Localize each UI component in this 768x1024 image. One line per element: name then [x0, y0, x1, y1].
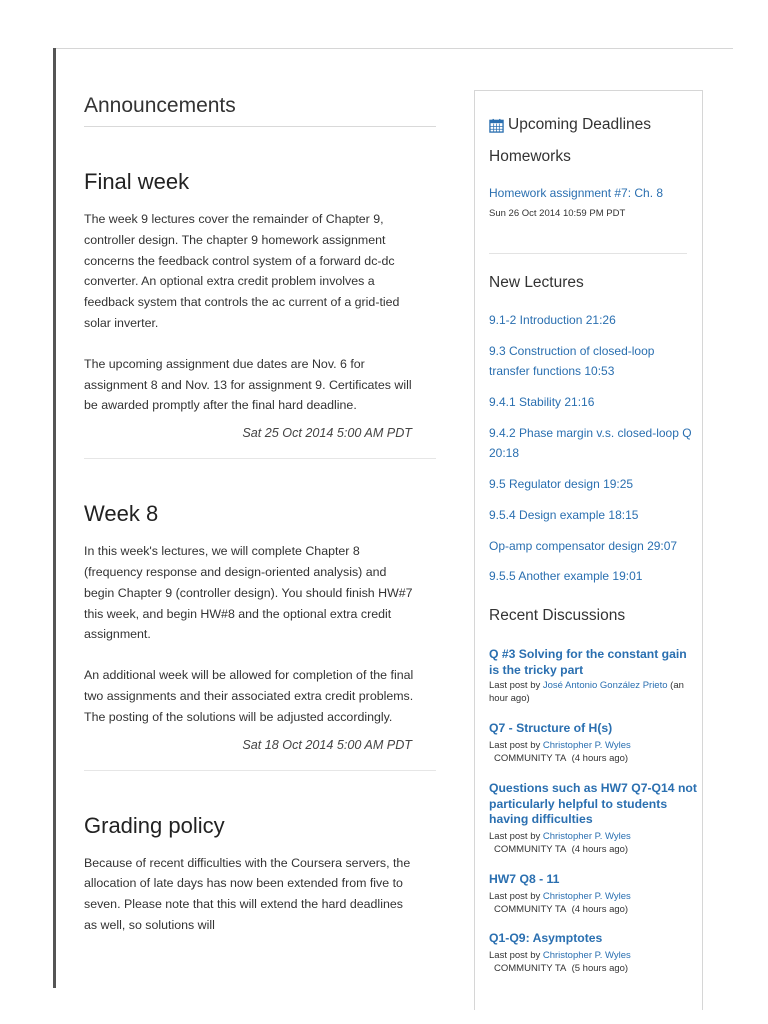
- post-date: Sat 18 Oct 2014 5:00 AM PDT: [242, 737, 412, 752]
- role-badge: COMMUNITY TA: [494, 903, 567, 915]
- discussion-meta: [489, 831, 699, 856]
- role-badge: COMMUNITY TA: [494, 843, 567, 855]
- discussion-meta: [489, 891, 699, 916]
- lecture-link[interactable]: 9.3 Construction of closed-loop transfer functions 10:53: [489, 344, 655, 378]
- announcement-post: [84, 169, 436, 459]
- author-link[interactable]: José Antonio González Prieto: [542, 680, 668, 691]
- lecture-link[interactable]: 9.5.4 Design example 18:15: [489, 508, 639, 522]
- lecture-link[interactable]: 9.4.2 Phase margin v.s. closed-loop Q 20:18: [489, 426, 692, 460]
- upcoming-deadlines-heading: [489, 116, 651, 134]
- last-post-label: Last post by: [489, 950, 541, 961]
- lecture-link[interactable]: 9.5.5 Another example 19:01: [489, 569, 643, 583]
- top-divider: [55, 48, 733, 49]
- homework-link[interactable]: Homework assignment #7: Ch. 8: [489, 186, 664, 200]
- sidebar: [474, 90, 703, 1010]
- author-link[interactable]: Christopher P. Wyles: [542, 831, 631, 842]
- post-paragraph: The upcoming assignment due dates are Nov. 6 for assignment 8 and Nov. 13 for assignment 9. Certificates will be awarded promptly after the final hard deadline.: [84, 356, 412, 413]
- post-title: Final week: [84, 169, 190, 194]
- left-border: [53, 48, 56, 988]
- post-paragraph: The week 9 lectures cover the remainder of Chapter 9, controller design. The chapter 9 homework assignment concerns the feedback control system of a forward dc-dc converter. An optional extra credit problem involves a feedback system that controls the ac current of a grid-tied solar inverter.: [84, 212, 400, 330]
- author-link[interactable]: Christopher P. Wyles: [542, 740, 631, 751]
- post-time: (4 hours ago): [571, 752, 629, 764]
- deadlines-title: Upcoming Deadlines: [508, 116, 652, 133]
- author-link[interactable]: Christopher P. Wyles: [542, 950, 631, 961]
- post-date: Sat 25 Oct 2014 5:00 AM PDT: [242, 426, 412, 441]
- role-badge: COMMUNITY TA: [494, 752, 567, 764]
- discussion-link[interactable]: Q7 - Structure of H(s): [489, 721, 613, 735]
- post-time: (4 hours ago): [571, 843, 629, 855]
- lecture-link[interactable]: 9.4.1 Stability 21:16: [489, 395, 595, 409]
- post-time: (4 hours ago): [571, 903, 629, 915]
- role-badge: COMMUNITY TA: [494, 962, 567, 974]
- last-post-label: Last post by: [489, 891, 541, 902]
- lecture-link[interactable]: 9.5 Regulator design 19:25: [489, 477, 634, 491]
- last-post-label: Last post by: [489, 680, 541, 691]
- discussion-link[interactable]: Q1-Q9: Asymptotes: [489, 931, 603, 945]
- discussion-meta: [489, 950, 699, 975]
- discussion-link[interactable]: Questions such as HW7 Q7-Q14 not particularly helpful to students having difficulties: [489, 781, 697, 826]
- discussion-meta: [489, 680, 699, 705]
- divider: [489, 253, 687, 254]
- lecture-link[interactable]: 9.1-2 Introduction 21:26: [489, 313, 616, 327]
- calendar-icon: [489, 118, 504, 133]
- announcements-panel: [84, 94, 436, 936]
- homework-due-date: Sun 26 Oct 2014 10:59 PM PDT: [489, 208, 626, 219]
- last-post-label: Last post by: [489, 831, 541, 842]
- post-paragraph: In this week's lectures, we will complete Chapter 8 (frequency response and design-oriented analysis) and begin Chapter 9 (controller design). You should finish HW#7 this week, and begin HW#8 and the optional extra credit assignment.: [84, 544, 413, 642]
- announcement-post: [84, 813, 436, 936]
- author-link[interactable]: Christopher P. Wyles: [542, 891, 631, 902]
- discussion-link[interactable]: HW7 Q8 - 11: [489, 872, 560, 886]
- last-post-label: Last post by: [489, 740, 541, 751]
- post-paragraph: Because of recent difficulties with the Coursera servers, the allocation of late days has now been extended from five to seven. Please note that this will extend the hard deadlines as well, so solutions will: [84, 855, 411, 932]
- homeworks-heading: Homeworks: [489, 148, 571, 165]
- post-title: Week 8: [84, 501, 159, 527]
- post-paragraph: An additional week will be allowed for completion of the final two assignments and their associated extra credit problems. The posting of the solutions will be adjusted accordingly.: [84, 668, 414, 724]
- post-title: Grading policy: [84, 812, 225, 838]
- recent-discussions-heading: Recent Discussions: [489, 607, 626, 624]
- post-time: (an hour ago): [489, 680, 684, 704]
- discussion-meta: [489, 740, 699, 765]
- announcement-post: [84, 501, 436, 770]
- post-time: (5 hours ago): [571, 962, 629, 974]
- discussion-link[interactable]: Q #3 Solving for the constant gain is the tricky part: [489, 647, 687, 677]
- lecture-link[interactable]: Op-amp compensator design 29:07: [489, 539, 678, 553]
- announcements-title: Announcements: [84, 94, 436, 127]
- new-lectures-heading: New Lectures: [489, 274, 584, 291]
